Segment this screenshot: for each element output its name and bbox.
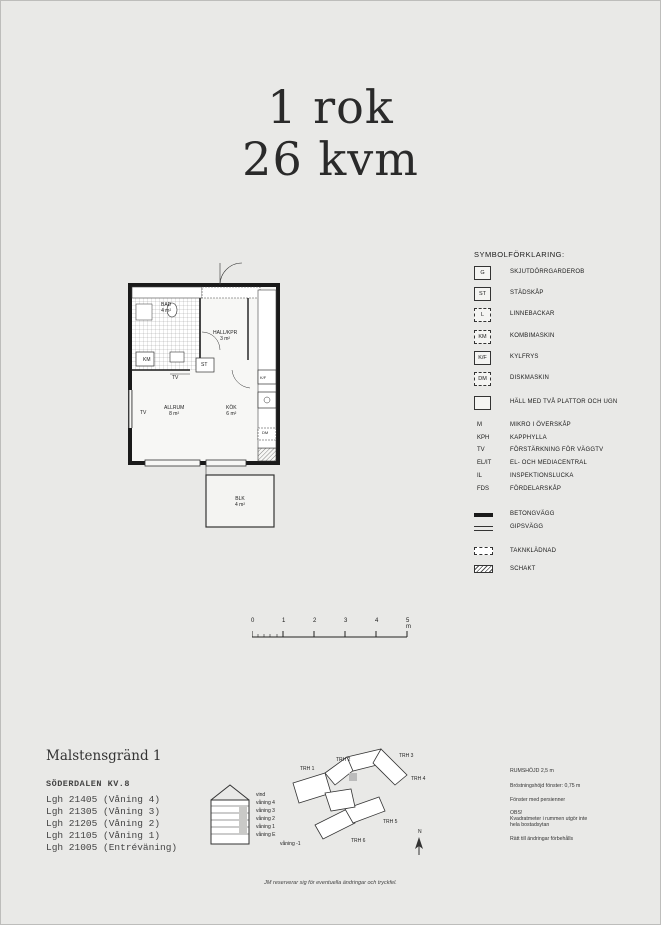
legend-text-4: KYLFRYS [510, 354, 539, 360]
stair-label-4: TRH 5 [383, 819, 398, 825]
symbol-legend [474, 250, 654, 572]
legend-text-2: LINNEBACKAR [510, 311, 555, 317]
stair-label-0: TRH 1 [300, 766, 315, 772]
info-line-6: Rätt till ändringar förbehålls [510, 836, 574, 842]
floor-label-6: våning -1 [280, 841, 301, 847]
km-label: KM [143, 357, 151, 363]
disclaimer: JM reserverar sig för eventuella ändringar och tryckfel. [264, 880, 397, 886]
legend-abbr-0: M [477, 422, 482, 428]
floor-label-0: vind [256, 792, 266, 798]
info-line-0: RUMSHÖJD 2,5 m [510, 768, 554, 774]
floor-label-5: våning E [256, 832, 276, 838]
kitchen-label: KÖK 6 m² [226, 405, 237, 417]
legend-abbr-text-3: EL- OCH MEDIACENTRAL [510, 460, 588, 466]
scale-label-2: 2 [313, 618, 317, 624]
legend-abbr-4: IL [477, 473, 483, 479]
legend-symbol-0: G [474, 266, 491, 280]
hall-label: HALL/KPR 3 m² [213, 330, 238, 342]
legend-text-1: STÄDSKÅP [510, 290, 544, 296]
legend-symbol-2: L [474, 308, 491, 322]
legend-wall-row-2 [474, 547, 654, 565]
scale-label-0: 0 [251, 618, 255, 624]
info-line-5: hela bostadsytan [510, 822, 550, 828]
legend-symbol-1: ST [474, 287, 491, 301]
tv-label-wall: TV [140, 410, 147, 416]
apartment-line-3: Lgh 21105 (Våning 1) [46, 830, 161, 841]
legend-wall-row-1 [474, 523, 654, 541]
north-label: N [418, 829, 422, 835]
scale-label-1: 1 [282, 618, 286, 624]
apartment-line-4: Lgh 21005 (Entréväning) [46, 842, 178, 853]
legend-row-3 [474, 330, 654, 348]
room-count-title: 1 rok [267, 80, 394, 134]
scale-label-5: 5 m [406, 618, 411, 630]
legend-row-1 [474, 287, 654, 305]
legend-symbol-6 [474, 396, 491, 410]
legend-row-5 [474, 372, 654, 390]
info-line-4: Kvadratmeter i rummen utgör inte [510, 816, 588, 822]
tv-label-bath: TV [172, 375, 179, 381]
legend-wall-text-2: TAKNKLÄDNAD [510, 548, 557, 554]
legend-row-6 [474, 396, 654, 414]
scale-bar-graphic [252, 628, 412, 640]
legend-text-6: HÄLL MED TVÅ PLATTOR OCH UGN [510, 399, 618, 405]
floor-label-4: våning 1 [256, 824, 275, 830]
scale-label-3: 3 [344, 618, 348, 624]
legend-text-3: KOMBIMASKIN [510, 333, 555, 339]
floor-label-3: våning 2 [256, 816, 275, 822]
st-label: ST [201, 362, 208, 368]
apartment-line-2: Lgh 21205 (Våning 2) [46, 818, 161, 829]
legend-abbr-text-2: FÖRSTÄRKNING FÖR VÄGGTV [510, 447, 604, 453]
ceiling-cladding-swatch [474, 547, 493, 555]
kf-label: K/F [260, 375, 267, 380]
concrete-wall-swatch [474, 513, 493, 517]
legend-symbol-3: KM [474, 330, 491, 344]
legend-title: SYMBOLFÖRKLARING: [474, 250, 565, 259]
legend-wall-row-3 [474, 565, 654, 583]
legend-abbr-text-1: KAPPHYLLA [510, 435, 547, 441]
info-line-3: OBS! [510, 810, 523, 816]
legend-text-0: SKJUTDÖRRGARDEROB [510, 269, 585, 275]
balcony-label: BLK 4 m² [235, 496, 245, 508]
stair-label-5: TRH 6 [351, 838, 366, 844]
stair-label-2: TRH 3 [399, 753, 414, 759]
info-line-2: Fönster med persienner [510, 797, 566, 803]
legend-wall-text-1: GIPSVÄGG [510, 524, 544, 530]
legend-abbr-3: EL/IT [477, 460, 492, 466]
legend-wall-text-0: BETONGVÄGG [510, 511, 555, 517]
legend-abbr-row-5 [474, 486, 654, 504]
legend-abbr-text-0: MIKRO I ÖVERSKÅP [510, 422, 571, 428]
stair-label-3: TRH 4 [411, 776, 426, 782]
scale-label-4: 4 [375, 618, 379, 624]
north-arrow-icon [412, 836, 426, 856]
block-name: SÖDERDALEN KV.8 [46, 779, 131, 789]
legend-symbol-4: K/F [474, 351, 491, 365]
shaft-swatch [474, 565, 493, 573]
info-line-1: Bröstningshöjd fönster: 0,75 m [510, 783, 581, 789]
legend-abbr-text-4: INSPEKTIONSLUCKA [510, 473, 574, 479]
stair-label-1: TRH 2 [336, 757, 351, 763]
bathroom-label: BAD 4 m² [161, 302, 172, 314]
legend-text-5: DISKMASKIN [510, 375, 550, 381]
floor-label-2: våning 3 [256, 808, 275, 814]
legend-abbr-text-5: FÖRDELARSKÅP [510, 486, 562, 492]
plaster-wall-swatch [474, 526, 493, 531]
apartment-line-0: Lgh 21405 (Våning 4) [46, 794, 161, 805]
floor-label-1: våning 4 [256, 800, 275, 806]
floor-plan [120, 250, 290, 535]
legend-row-4 [474, 351, 654, 369]
legend-row-0 [474, 266, 654, 284]
legend-abbr-5: FDS [477, 486, 489, 492]
legend-abbr-1: KPH [477, 435, 490, 441]
living-room-label: ALLRUM 8 m² [164, 405, 185, 417]
address: Malstensgränd 1 [46, 748, 162, 764]
legend-symbol-5: DM [474, 372, 491, 386]
apartment-line-1: Lgh 21305 (Våning 3) [46, 806, 161, 817]
legend-abbr-2: TV [477, 447, 485, 453]
legend-wall-text-3: SCHAKT [510, 566, 536, 572]
area-title: 26 kvm [242, 132, 419, 186]
dm-label: DM [262, 430, 269, 435]
building-section [205, 782, 255, 850]
legend-row-2 [474, 308, 654, 326]
